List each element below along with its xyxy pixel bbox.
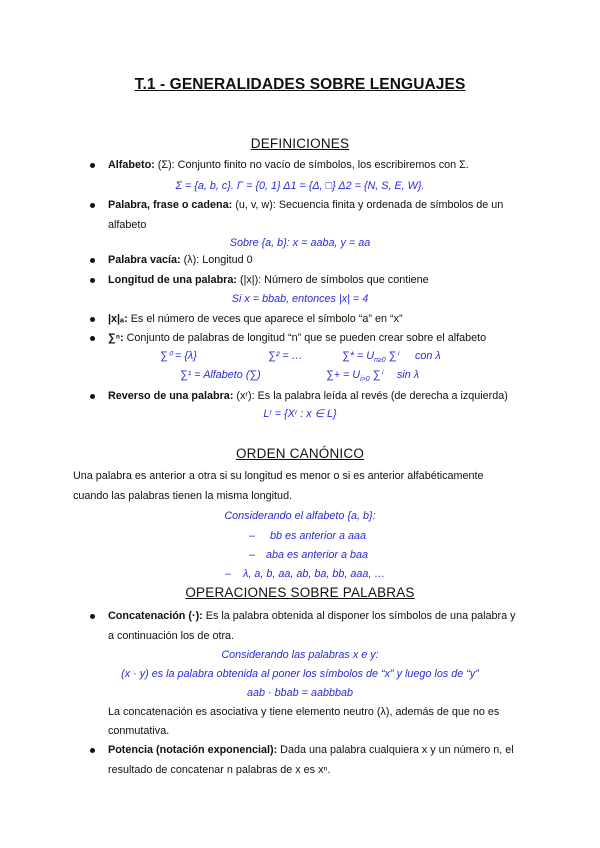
concat-example-3: aab · bbab = aabbbab — [247, 687, 353, 699]
orden-text-line2: cuando las palabras tienen la misma longitud. — [73, 490, 293, 502]
orden-considerando: Considerando el alfabeto {a, b}: — [224, 510, 376, 522]
bullet-icon — [90, 748, 95, 753]
longitud-line — [108, 274, 429, 287]
xa-label: |x|ₐ: — [108, 313, 128, 325]
dash-icon: – — [249, 530, 256, 542]
sigma-plus-main: ∑+ = U — [326, 369, 361, 381]
palabra-line — [108, 199, 503, 212]
sigman-text: Conjunto de palabras de longitud “n” que se pueden crear sobre el alfabeto — [123, 332, 487, 344]
bullet-icon — [90, 278, 95, 283]
sigma1-formula: ∑¹ = Alfabeto (∑) — [180, 369, 261, 381]
section-heading-orden-canonico: ORDEN CANÓNICO — [235, 446, 365, 461]
alfabeto-line — [108, 159, 469, 172]
section-heading-operaciones: OPERACIONES SOBRE PALABRAS — [185, 585, 415, 600]
alfabeto-label: Alfabeto: — [108, 159, 155, 171]
concat-text-cont: a continuación los de otra. — [108, 630, 235, 642]
concat-label: Concatenación (·): — [108, 610, 203, 622]
reverso-text: (xʳ): Es la palabra leída al revés (de derecha a izquierda) — [233, 390, 508, 402]
sigma2-formula: ∑² = … — [268, 350, 303, 362]
concat-example-1: Considerando las palabras x e y: — [221, 649, 379, 661]
longitud-label: Longitud de una palabra: — [108, 274, 237, 286]
dash-icon: – — [249, 549, 256, 561]
bullet-icon — [90, 258, 95, 263]
sigma-plus-formula — [326, 369, 382, 386]
palabra-example: Sobre {a, b}: x = aaba, y = aa — [229, 237, 371, 249]
potencia-line — [108, 744, 514, 757]
vacia-label: Palabra vacía: — [108, 254, 181, 266]
bullet-icon — [90, 394, 95, 399]
sigma-star-sub: n≥0 — [374, 357, 386, 365]
sin-lambda-note: sin λ — [397, 369, 420, 381]
sigma0-formula: ∑⁰ = {λ} — [160, 350, 197, 362]
page-title: T.1 - GENERALIDADES SOBRE LENGUAJES — [134, 76, 466, 93]
bullet-icon — [90, 614, 95, 619]
longitud-example: Si x = bbab, entonces |x| = 4 — [231, 293, 369, 305]
orden-item-2: aba es anterior a baa — [266, 549, 369, 561]
xa-text: Es el número de veces que aparece el símbolo “a” en “x” — [127, 313, 403, 325]
sigman-label: ∑ⁿ: — [108, 332, 124, 344]
alfabeto-example: Σ = {a, b, c}. Γ = {0, 1} Δ1 = {Δ, □} Δ2 = {N, S, E, W}. — [175, 180, 425, 192]
reverso-example: Lʳ = {Xʳ : x ∈ L} — [263, 408, 337, 420]
concat-text: Es la palabra obtenida al disponer los símbolos de una palabra y — [202, 610, 516, 622]
sigma-plus-sub: i>0 — [360, 376, 370, 384]
xa-line — [108, 313, 403, 326]
reverso-line — [108, 390, 508, 403]
sigman-line — [108, 332, 486, 345]
palabra-text-cont: alfabeto — [108, 219, 147, 231]
potencia-text: Dada una palabra cualquiera x y un número n, el — [277, 744, 514, 756]
palabra-text: (u, v, w): Secuencia finita y ordenada de símbolos de un — [232, 199, 504, 211]
longitud-text: (|x|): Número de símbolos que contiene — [236, 274, 429, 286]
sigma-star-formula — [342, 350, 398, 367]
sigma-star-main: ∑* = U — [342, 350, 375, 362]
orden-text-line1: Una palabra es anterior a otra si su longitud es menor o si es anterior alfabéticamente — [73, 470, 484, 482]
concat-note-line2: conmutativa. — [108, 725, 170, 737]
concat-line — [108, 610, 516, 623]
potencia-label: Potencia (notación exponencial): — [108, 744, 278, 756]
bullet-icon — [90, 317, 95, 322]
orden-item-1: bb es anterior a aaa — [270, 530, 367, 542]
reverso-label: Reverso de una palabra: — [108, 390, 234, 402]
con-lambda-note: con λ — [415, 350, 441, 362]
palabra-label: Palabra, frase o cadena: — [108, 199, 233, 211]
vacia-text: (λ): Longitud 0 — [180, 254, 253, 266]
bullet-icon — [90, 163, 95, 168]
potencia-text-cont: resultado de concatenar n palabras de x es xⁿ. — [108, 764, 331, 776]
bullet-icon — [90, 203, 95, 208]
section-heading-definiciones: DEFINICIONES — [250, 136, 350, 151]
sigma-plus-end: ∑ⁱ — [369, 369, 383, 381]
concat-example-2: (x · y) es la palabra obtenida al poner los símbolos de “x” y luego los de “y” — [121, 668, 479, 680]
alfabeto-text: (Σ): Conjunto finito no vacío de símbolos, los escribiremos con Σ. — [154, 159, 469, 171]
sigma-star-end: ∑ⁱ — [385, 350, 399, 362]
concat-note-line1: La concatenación es asociativa y tiene elemento neutro (λ), además de que no es — [108, 706, 500, 718]
orden-item-3: λ, a, b, aa, ab, ba, bb, aaa, … — [243, 568, 386, 580]
dash-icon: – — [225, 568, 232, 580]
vacia-line — [108, 254, 253, 267]
bullet-icon — [90, 336, 95, 341]
